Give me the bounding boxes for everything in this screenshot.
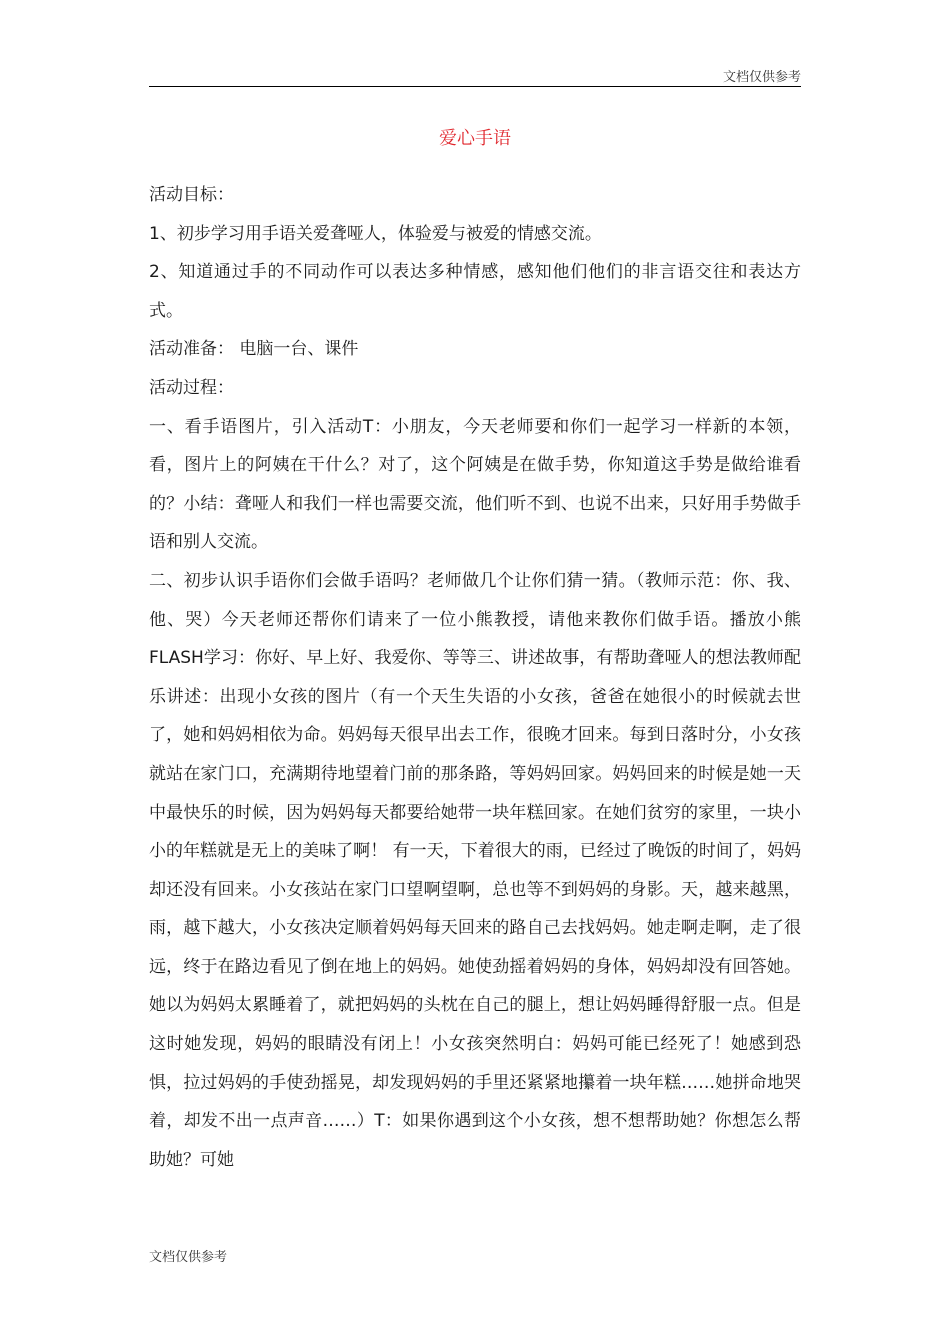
header-rule — [149, 86, 801, 87]
section-label-process: 活动过程： — [149, 377, 234, 398]
goal-item-2: 2、知道通过手的不同动作可以表达多种情感，感知他们他们的非言语交往和表达方式。 — [149, 262, 801, 321]
document-title: 爱心手语 — [439, 128, 511, 149]
process-step-1: 一、看手语图片，引入活动T：小朋友，今天老师要和你们一起学习一样新的本领，看，图片上的阿姨在干什么？对了，这个阿姨是在做手势，你知道这手势是做给谁看的？小结：聋哑人和我们一样也需要交流，他们听不到、也说不出来，只好用手势做手语和别人交流。 — [149, 416, 801, 553]
process-step-2: 二、初步认识手语你们会做手语吗？老师做几个让你们猜一猜。（教师示范：你、我、他、哭）今天老师还帮你们请来了一位小熊教授，请他来教你们做手语。播放小熊FLASH学习：你好、早上好、我爱你、等等三、讲述故事，有帮助聋哑人的想法教师配乐讲述：出现小女孩的图片（有一个天生失语的小女孩，爸爸在她很小的时候就去世了，她和妈妈相依为命。妈妈每天很早出去工作，很晚才回来。每到日落时分，小女孩就站在家门口，充满期待地望着门前的那条路，等妈妈回家。妈妈回来的时候是她一天中最快乐的时候，因为妈妈每天都要给她带一块年糕回家。在她们贫穷的家里，一块小小的年糕就是无上的美味了啊！ 有一天，下着很大的雨，已经过了晚饭的时间了，妈妈却还没有回来。小女孩站在家门口望啊望啊，总也等不到妈妈的身影。天，越来越黑，雨，越下越大，小女孩决定顺着妈妈每天回来的路自己去找妈妈。她走啊走啊，走了很远，终于在路边看见了倒在地上的妈妈。她使劲摇着妈妈的身体，妈妈却没有回答她。她以为妈妈太累睡着了，就把妈妈的头枕在自己的腿上，想让妈妈睡得舒服一点。但是这时她发现，妈妈的眼睛没有闭上！小女孩突然明白：妈妈可能已经死了！她感到恐惧，拉过妈妈的手使劲摇晃，却发现妈妈的手里还紧紧地攥着一块年糕……她拼命地哭着，却发不出一点声音……）T：如果你遇到这个小女孩，想不想帮助她？你想怎么帮助她？可她 — [149, 570, 801, 1170]
goal-item-1: 1、初步学习用手语关爱聋哑人，体验爱与被爱的情感交流。 — [149, 223, 602, 244]
document-body — [149, 176, 801, 1179]
section-label-preparation: 活动准备： 电脑一台、课件 — [149, 339, 359, 360]
header-note: 文档仅供参考 — [722, 70, 801, 85]
footer-note: 文档仅供参考 — [149, 1250, 228, 1265]
section-label-goals: 活动目标： — [149, 185, 234, 205]
